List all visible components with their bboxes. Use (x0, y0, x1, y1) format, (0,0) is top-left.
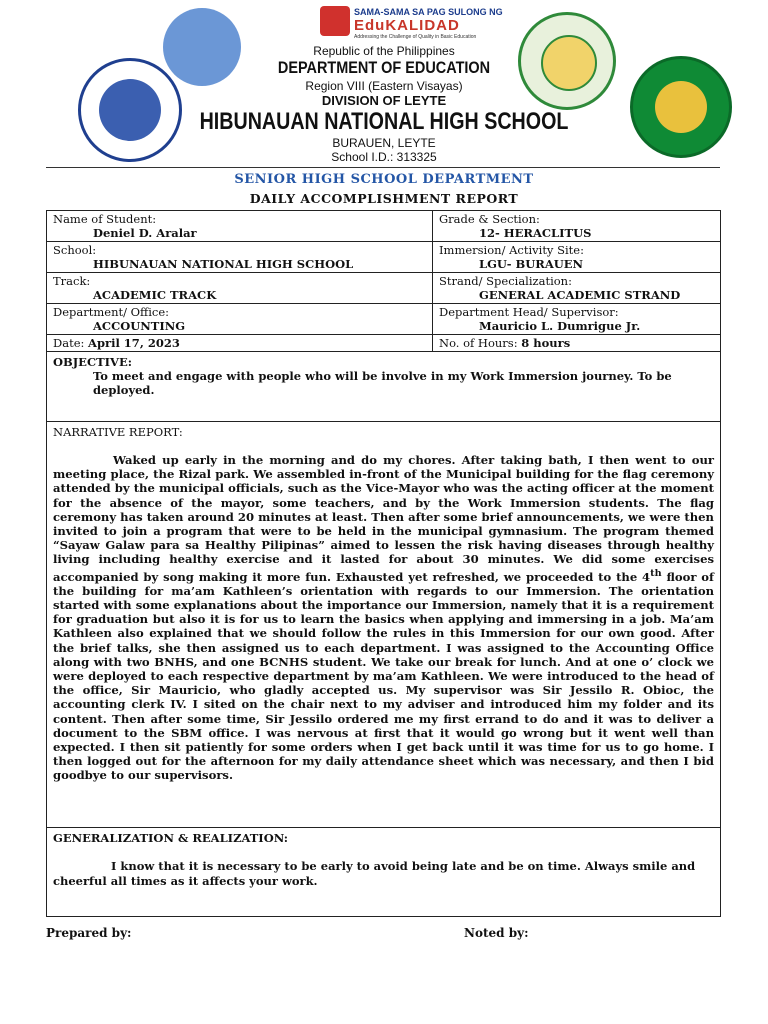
date-cell (47, 335, 433, 351)
grade-value: 12- HERACLITUS (479, 226, 592, 240)
office-label: Department/ Office: (53, 305, 170, 319)
narrative-section (47, 422, 720, 828)
region-text: Region VIII (Eastern Visayas) (305, 79, 463, 93)
student-cell (47, 211, 433, 241)
school-label: School: (53, 243, 97, 257)
school-value: HIBUNAUAN NATIONAL HIGH SCHOOL (93, 257, 354, 271)
student-label: Name of Student: (53, 212, 157, 226)
noted-by-label: Noted by: (464, 926, 529, 940)
form-row (47, 304, 720, 335)
sulong-line2: EduKALIDAD (354, 17, 460, 34)
sulong-edukalidad-logo (320, 4, 503, 44)
objective-text: To meet and engage with people who will be involve in my Work Immersion journey. To be deployed. (93, 369, 672, 397)
department-title: DEPARTMENT OF EDUCATION (277, 58, 491, 77)
track-cell (47, 273, 433, 303)
strand-cell (433, 273, 720, 303)
school-id-text: School I.D.: 313325 (331, 150, 437, 164)
site-value: LGU- BURAUEN (479, 257, 584, 271)
accomplishment-form (46, 210, 721, 917)
hours-cell (433, 335, 720, 351)
student-value: Deniel D. Aralar (93, 226, 197, 240)
header-divider (46, 167, 720, 168)
strand-label: Strand/ Specialization: (439, 274, 572, 288)
report-title: DAILY ACCOMPLISHMENT REPORT (249, 191, 519, 206)
generalization-section (47, 828, 720, 916)
site-cell (433, 242, 720, 272)
location-text: BURAUEN, LEYTE (332, 136, 436, 150)
form-row (47, 211, 720, 242)
prepared-by-label: Prepared by: (46, 926, 132, 940)
objective-section (47, 352, 720, 422)
head-cell (433, 304, 720, 334)
track-value: ACADEMIC TRACK (93, 288, 217, 302)
form-row (47, 242, 720, 273)
school-cell (47, 242, 433, 272)
site-label: Immersion/ Activity Site: (439, 243, 584, 257)
hours-value: 8 hours (521, 336, 571, 350)
objective-title: OBJECTIVE: (53, 355, 132, 369)
narrative-superscript: th (650, 567, 662, 579)
grade-cell (433, 211, 720, 241)
hours-label: No. of Hours: (439, 336, 518, 350)
school-name-title: HIBUNAUAN NATIONAL HIGH SCHOOL (199, 108, 569, 135)
office-value: ACCOUNTING (93, 319, 186, 333)
date-value: April 17, 2023 (88, 336, 180, 350)
head-label: Department Head/ Supervisor: (439, 305, 619, 319)
strand-value: GENERAL ACADEMIC STRAND (479, 288, 681, 302)
generalization-text: I know that it is necessary to be early to avoid being late and be on time. Always smile and cheerful all times as it affects your work. (53, 859, 696, 888)
office-cell (47, 304, 433, 334)
track-label: Track: (53, 274, 91, 288)
form-row (47, 273, 720, 304)
shs-department-heading: SENIOR HIGH SCHOOL DEPARTMENT (234, 172, 534, 187)
date-label: Date: (53, 336, 85, 350)
generalization-title: GENERALIZATION & REALIZATION: (53, 831, 289, 845)
republic-text: Republic of the Philippines (313, 44, 455, 58)
division-text: DIVISION OF LEYTE (321, 93, 447, 108)
grade-label: Grade & Section: (439, 212, 540, 226)
flag-badge-icon (320, 6, 350, 36)
narrative-title: NARRATIVE REPORT: (53, 425, 183, 439)
sulong-line3: Addressing the Challenge of Quality in Basic Education (354, 34, 477, 40)
form-row (47, 335, 720, 352)
sulong-line1: SAMA-SAMA SA PAG SULONG NG (354, 7, 503, 17)
narrative-text (53, 453, 714, 783)
narrative-text-part2: floor of the building for ma’am Kathleen’s orientation with regards to our Immersion. The orientation started with some explanations about the importance our Immersion, namely that it is a requirement for graduation but also it is for us to learn the basics when applying and immersing in a job. Ma’am Kathleen also explained that we should follow the rules in this Immersion for our own good. After the brief talks, she then assigned us to each department. I was assigned to the Accounting Office along with two BNHS, and one BCNHS student. We take our break for lunch. And at one o’ clock we were deployed to each respective department by ma’am Kathleen. We were introduced to the head of the office, Sir Mauricio, who gladly accepted us. My supervisor was Sir Jessilo R. Obioc, the accounting clerk IV. I sited on the chair next to my adviser and introduced him my folder and its content. Then after some time, Sir Jessilo ordered me my first errand to do and it was to deliver a document to the SBM office. I was nervous at first that it would go wrong but it went well than expected. I then sit patiently for some orders when I get back until it was time for us to go home. I then logged out for the afternoon for my daily attendance sheet which was necessary, and then I bid goodbye to our supervisors. (53, 569, 715, 783)
narrative-text-part1: Waked up early in the morning and do my chores. After taking bath, I then went to our meeting place, the Rizal park. We assembled in-front of the Municipal building for the flag ceremony attended by the municipal officials, such as the Vice-Mayor who was the acting officer at the moment for the absence of the mayor, some teachers, and by the Work Immersion students. The flag ceremony has taken around 20 minutes at least. Then after some brief announcements, we were then invited to join a program that were to be held in the municipal gymnasium. The program themed “Sayaw Galaw para sa Healthy Pilipinas” aimed to lessen the risk having diseases through healthy living including healthy exercise and it lasted for about 30 minutes. We did some exercises accompanied by song making it more fun. Exhausted yet refreshed, we proceeded to the 4 (53, 453, 714, 584)
head-value: Mauricio L. Dumrigue Jr. (479, 319, 641, 333)
